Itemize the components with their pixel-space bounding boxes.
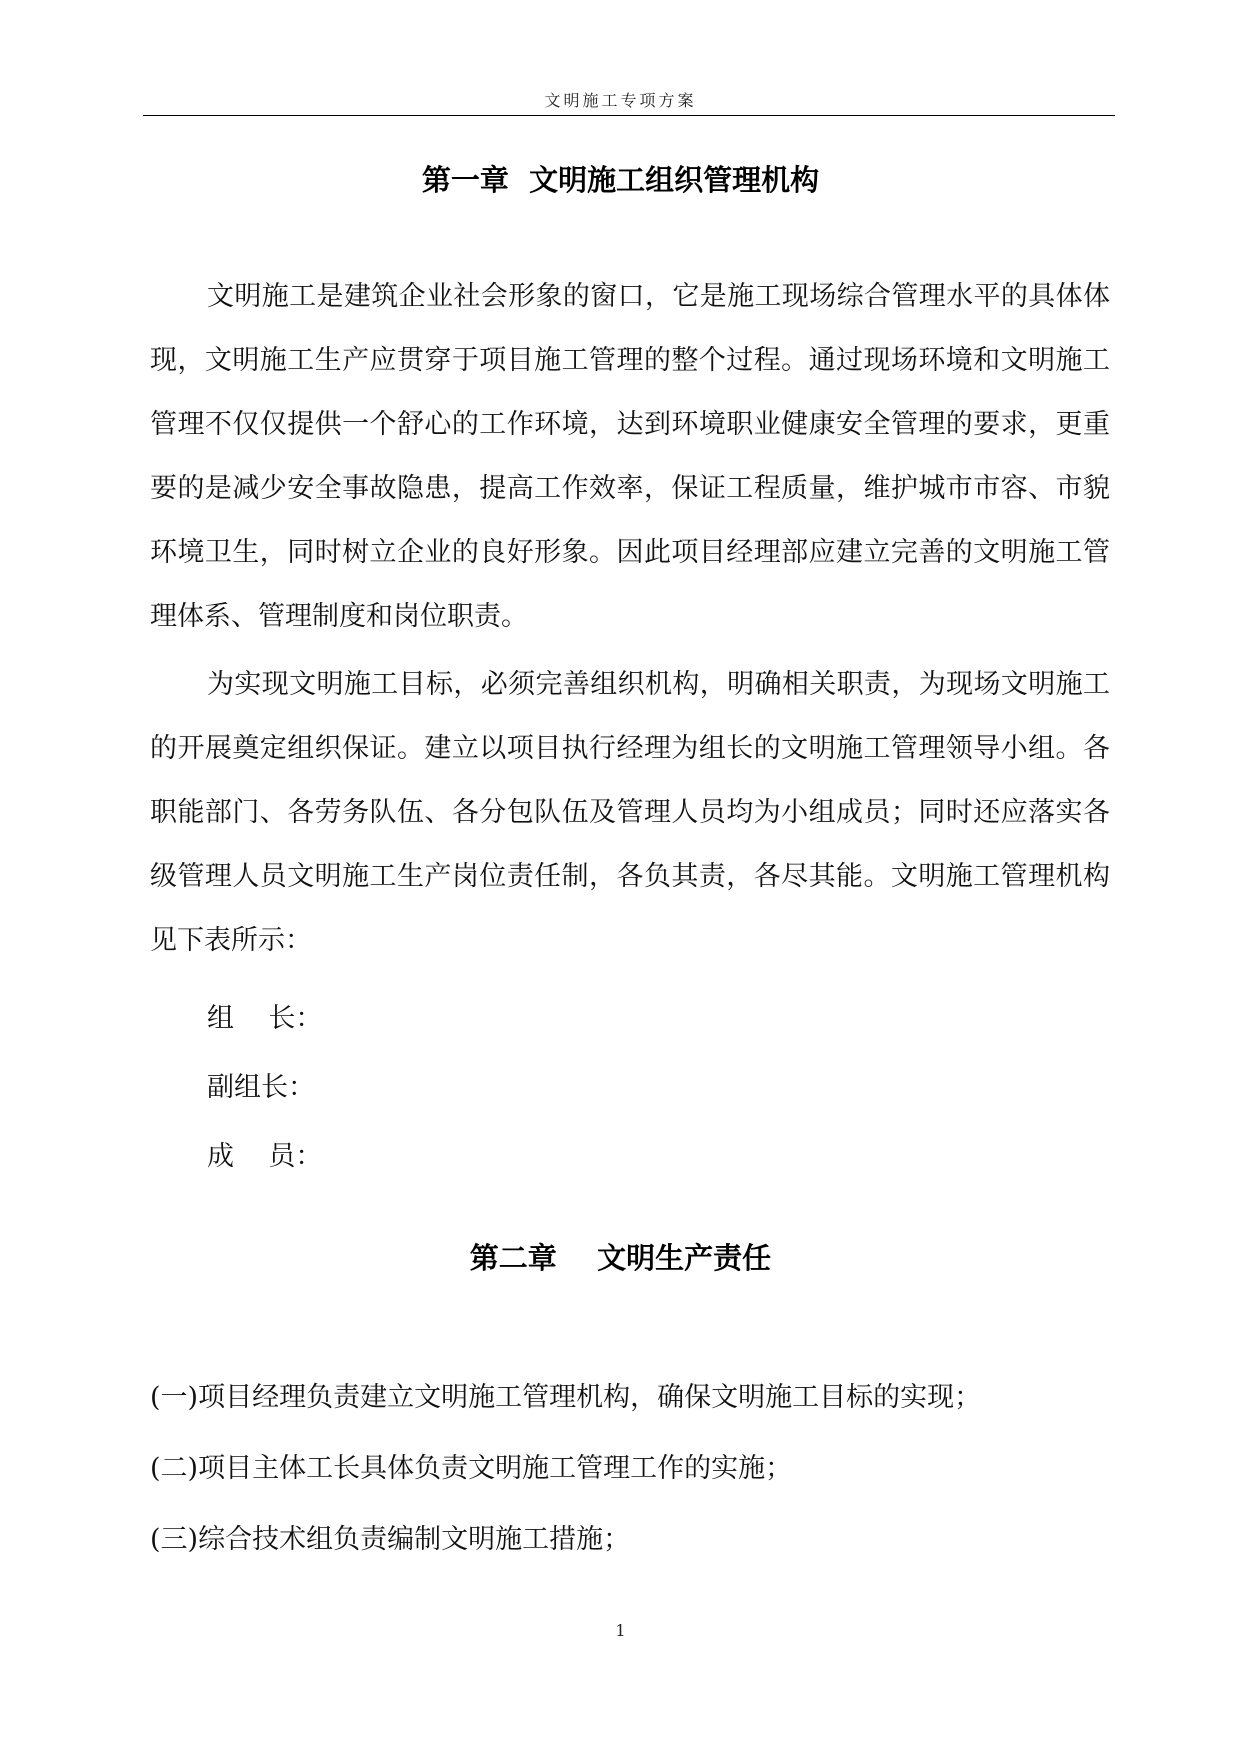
chapter-1-paragraph-1: 文明施工是建筑企业社会形象的窗口，它是施工现场综合管理水平的具体体现，文明施工生产应贯穿于项目施工管理的整个过程。通过现场环境和文明施工管理不仅仅提供一个舒心的工作环境，达到环境职业健康安全管理的要求，更重要的是减少安全事故隐患，提高工作效率，保证工程质量，维护城市市容、市貌环境卫生，同时树立企业的良好形象。因此项目经理部应建立完善的文明施工管理体系、管理制度和岗位职责。: [150, 281, 1110, 632]
responsibility-item-2: (二)项目主体工长具体负责文明施工管理工作的实施；: [150, 1453, 793, 1484]
responsibility-item-1: (一)项目经理负责建立文明施工管理机构，确保文明施工目标的实现；: [150, 1382, 982, 1413]
responsibility-item-3: (三)综合技术组负责编制文明施工措施；: [150, 1524, 631, 1555]
chapter-2-title: 第二章 文明生产责任: [469, 1241, 772, 1275]
chapter-1-paragraph-2: 为实现文明施工目标，必须完善组织机构，明确相关职责，为现场文明施工的开展奠定组织保证。建立以项目执行经理为组长的文明施工管理领导小组。各职能部门、各劳务队伍、各分包队伍及管理人员均为小组成员；同时还应落实各级管理人员文明施工生产岗位责任制，各负其责，各尽其能。文明施工管理机构见下表所示：: [150, 669, 1110, 956]
role-members: 成 员：: [207, 1141, 323, 1172]
role-deputy-leader: 副组长：: [207, 1072, 315, 1103]
header-divider: [143, 115, 1115, 116]
chapter-1-title: 第一章 文明施工组织管理机构: [421, 163, 820, 197]
page-number: 1: [615, 1621, 626, 1640]
running-header: 文明施工专项方案: [544, 91, 697, 110]
role-leader: 组 长：: [207, 1003, 323, 1034]
